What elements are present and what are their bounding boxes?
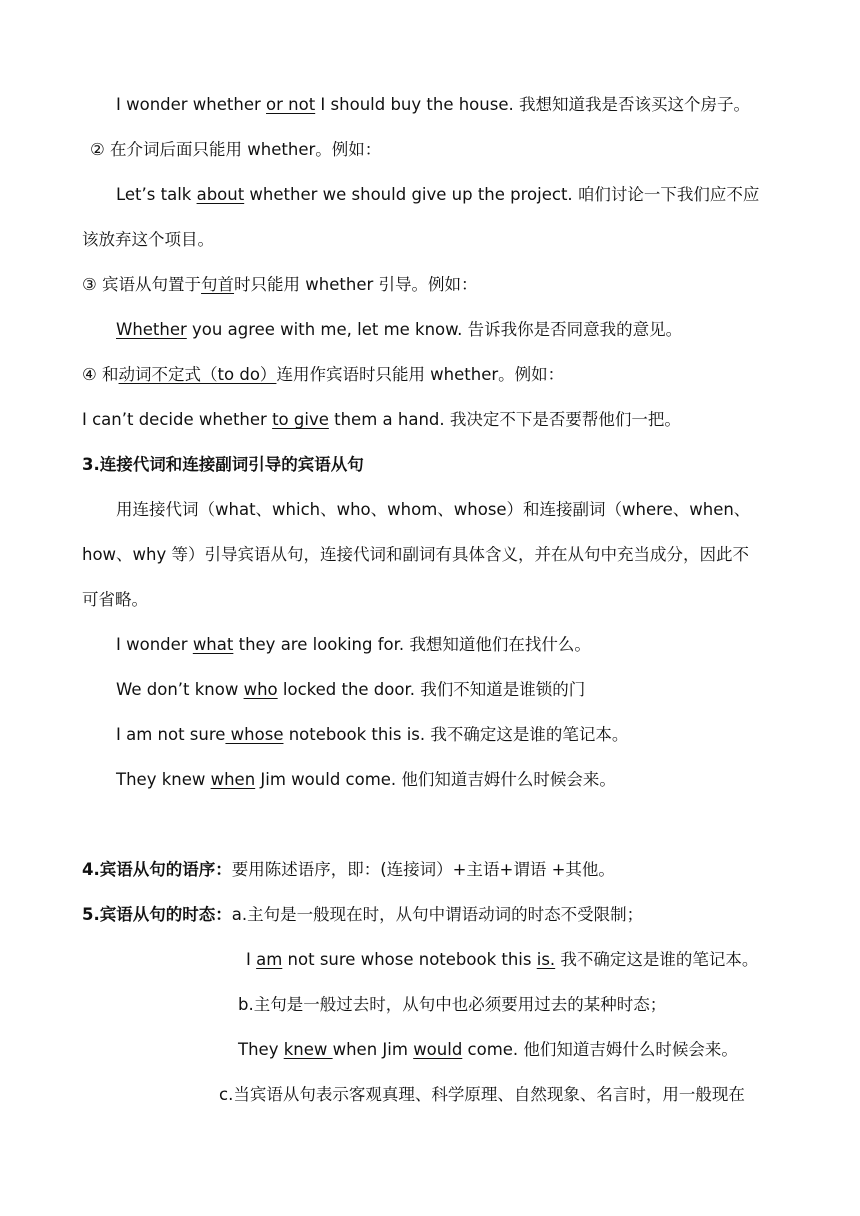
text-segment: ③ 宾语从句置于 (82, 275, 202, 294)
text-line (116, 768, 616, 792)
text-line (116, 678, 585, 702)
text-line (116, 498, 750, 522)
underlined-text: is. (536, 950, 556, 969)
text-segment: I am not sure (116, 725, 226, 744)
underlined-text: about (196, 185, 245, 204)
text-segment: 连用作宾语时只能用 whether。例如： (276, 365, 565, 384)
text-line (116, 633, 591, 657)
section-heading (82, 453, 364, 477)
text-segment: you agree with me, let me know. 告诉我你是否同意我的意见。 (186, 320, 683, 339)
underlined-text: or not (266, 95, 316, 114)
text-segment: come. 他们知道吉姆什么时候会来。 (462, 1040, 738, 1059)
text-segment: ④ 和 (82, 365, 119, 384)
text-line (82, 363, 564, 387)
underlined-text: whose (225, 725, 284, 744)
underlined-text: Whether (116, 320, 187, 339)
text-line (116, 183, 759, 207)
text-segment: a.主句是一般现在时，从句中谓语动词的时态不受限制； (231, 905, 644, 924)
section-heading (82, 903, 643, 927)
text-segment: I can’t decide whether (82, 410, 273, 429)
text-line (82, 228, 214, 252)
text-segment: 可省略。 (82, 590, 148, 609)
bold-text: 3.连接代词和连接副词引导的宾语从句 (82, 455, 364, 474)
underlined-text: 动词不定式（to do） (118, 365, 277, 384)
text-line (82, 588, 148, 612)
text-line (90, 138, 381, 162)
text-segment: Let’s talk (116, 185, 197, 204)
text-segment: I wonder whether (116, 95, 267, 114)
underlined-text: who (243, 680, 278, 699)
text-line (238, 1038, 738, 1062)
underlined-text: to give (272, 410, 329, 429)
underlined-text: what (192, 635, 234, 654)
text-line (116, 318, 682, 342)
text-segment: 要用陈述语序，即：(连接词）+主语+谓语 +其他。 (231, 860, 615, 879)
text-segment: them a hand. 我决定不下是否要帮他们一把。 (328, 410, 681, 429)
bold-text: 4.宾语从句的语序： (82, 860, 232, 879)
text-segment: 该放弃这个项目。 (82, 230, 214, 249)
text-segment: when Jim (332, 1040, 414, 1059)
text-line (219, 1083, 745, 1107)
text-segment: whether we should give up the project. 咱们讨论一下我们应不应 (244, 185, 760, 204)
text-segment: 时只能用 whether 引导。例如： (234, 275, 478, 294)
text-line (116, 93, 750, 117)
text-segment: locked the door. 我们不知道是谁锁的门 (277, 680, 586, 699)
text-segment: I (246, 950, 257, 969)
text-line (82, 543, 749, 567)
text-line (116, 723, 628, 747)
text-segment: We don’t know (116, 680, 244, 699)
text-segment: 用连接代词（what、which、who、whom、whose）和连接副词（where、when、 (116, 500, 751, 519)
text-line (82, 273, 478, 297)
underlined-text: when (210, 770, 256, 789)
text-line (238, 993, 666, 1017)
bold-text: 5.宾语从句的时态： (82, 905, 232, 924)
text-segment: ② 在介词后面只能用 whether。例如： (90, 140, 382, 159)
text-segment: b.主句是一般过去时，从句中也必须要用过去的某种时态； (238, 995, 667, 1014)
text-line (82, 408, 681, 432)
text-segment: I should buy the house. 我想知道我是否该买这个房子。 (315, 95, 750, 114)
underlined-text: would (413, 1040, 463, 1059)
text-segment: They (238, 1040, 284, 1059)
text-segment: They knew (116, 770, 211, 789)
underlined-text: 句首 (201, 275, 235, 294)
text-segment: notebook this is. 我不确定这是谁的笔记本。 (283, 725, 629, 744)
text-segment: I wonder (116, 635, 193, 654)
text-segment: Jim would come. 他们知道吉姆什么时候会来。 (255, 770, 616, 789)
underlined-text: knew (283, 1040, 333, 1059)
text-segment: how、why 等）引导宾语从句，连接代词和副词有具体含义，并在从句中充当成分，因此不 (82, 545, 750, 564)
section-heading (82, 858, 615, 882)
text-line (246, 948, 758, 972)
underlined-text: am (256, 950, 283, 969)
text-segment: c.当宾语从句表示客观真理、科学原理、自然现象、名言时，用一般现在 (219, 1085, 745, 1104)
text-segment: 我不确定这是谁的笔记本。 (555, 950, 759, 969)
text-segment: not sure whose notebook this (282, 950, 537, 969)
text-segment: they are looking for. 我想知道他们在找什么。 (233, 635, 591, 654)
